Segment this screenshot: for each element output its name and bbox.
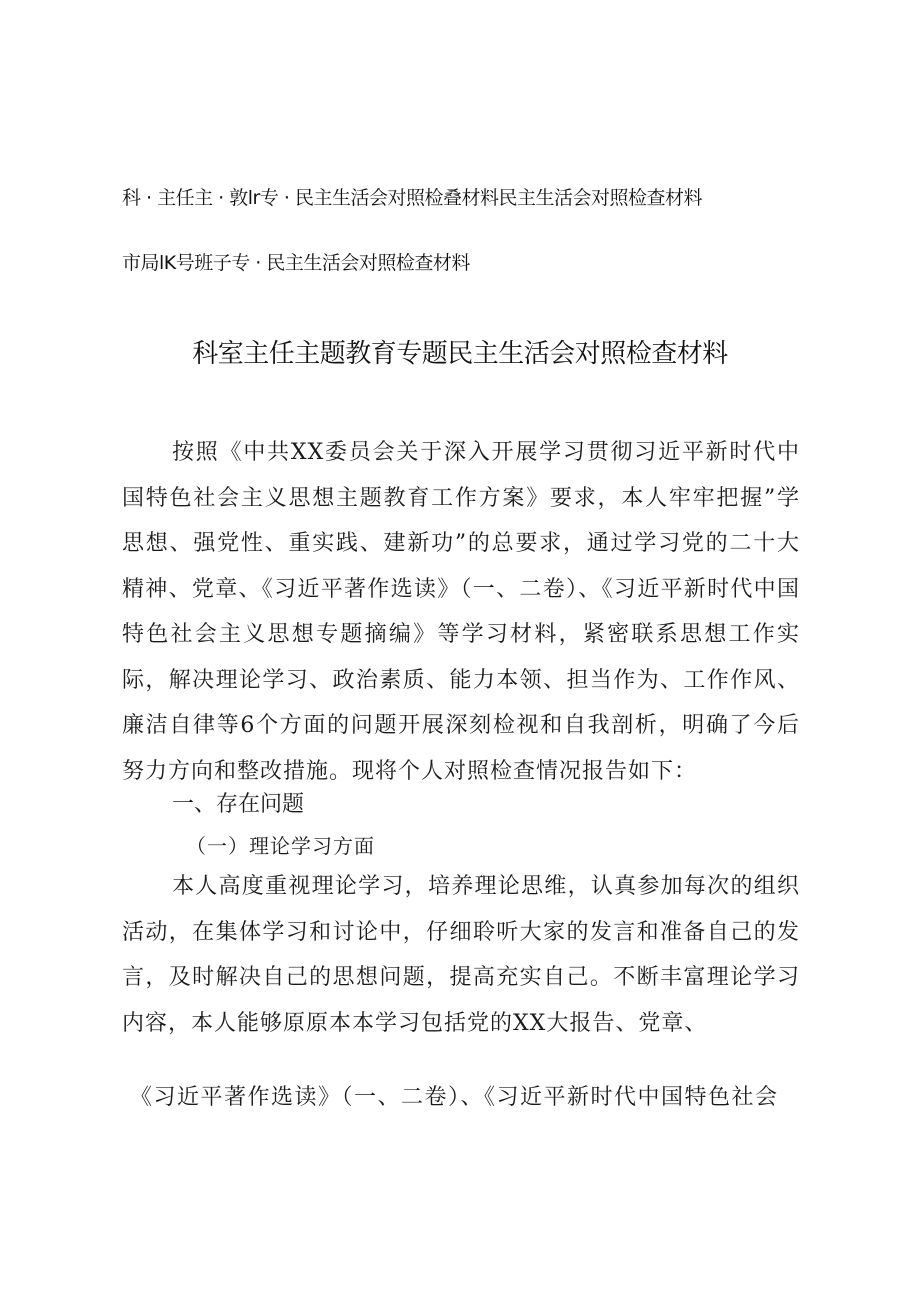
continuation-line: 《习近平著作选读》（一、二卷）、《习近平新时代中国特色社会 [130, 1085, 779, 1110]
subsection-heading-theory-study: （一）理论学习方面 [186, 834, 375, 858]
intro-paragraph: 按照《中共XX委员会关于深入开展学习贯彻习近平新时代中国特色社会主义思想主题教育工作方案》要求，本人牢牢把握”学思想、强党性、重实践、建新功”的总要求，通过学习党的二十大精神、党章、《习近平著作选读》（一、二卷）、《习近平新时代中国特色社会主义思想专题摘编》等学习材料，紧密联系思想工作实际，解决理论学习、政治素质、能力本领、担当作为、工作作风、廉洁自律等6个方面的问题开展深刻检视和自我剖析，明确了今后努力方向和整改措施。现将个人对照检查情况报告如下： [122, 440, 800, 784]
document-title: 科室主任主题教育专题民主生活会对照检查材料 [192, 339, 728, 369]
theory-study-paragraph: 本人高度重视理论学习，培养理论思维，认真参加每次的组织活动，在集体学习和讨论中，仔细聆听大家的发言和准备自己的发言，及时解决自己的思想问题，提高充实自己。不断丰富理论学习内容，本人能够原原本本学习包括党的XX大报告、党章、 [122, 874, 800, 1036]
header-line-2: 市局lK号班子专 · 民主生活会对照检查材料 [122, 252, 470, 274]
header-line-1: 科 · 主任主 · 敦lr专 · 民主生活会对照检叠材料民主生活会对照检查材料 [122, 187, 702, 209]
section-heading-problems: 一、存在问题 [172, 792, 305, 817]
